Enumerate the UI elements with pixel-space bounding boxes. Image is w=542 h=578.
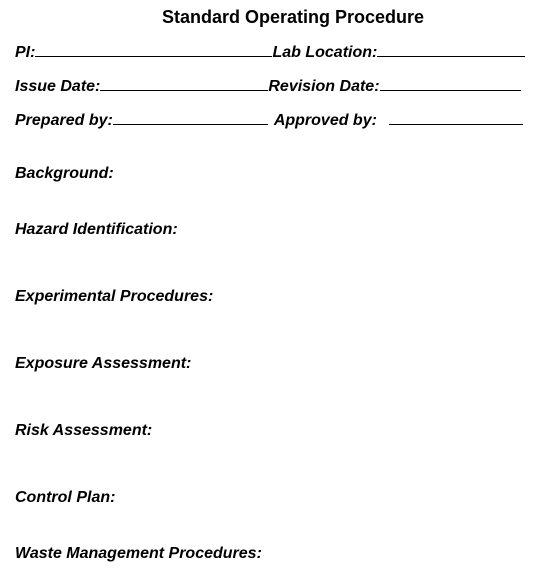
section-exposure-assessment: Exposure Assessment: <box>15 355 192 372</box>
lab-location-blank-field[interactable] <box>377 42 525 57</box>
revision-date-blank-field[interactable] <box>380 76 521 91</box>
document-title: Standard Operating Procedure <box>161 7 425 27</box>
lab-location-label: Lab Location: <box>272 44 378 61</box>
issue-revision-date-row <box>15 76 521 96</box>
section-hazard-identification: Hazard Identification: <box>15 221 178 238</box>
approved-by-label: Approved by: <box>273 112 377 129</box>
prepared-by-blank-field[interactable] <box>113 110 268 125</box>
pi-label: PI: <box>15 44 36 61</box>
prepared-approved-row <box>15 110 523 130</box>
approved-by-blank-field[interactable] <box>389 110 523 125</box>
pi-lab-location-row <box>15 42 525 62</box>
issue-date-blank-field[interactable] <box>100 76 268 91</box>
issue-date-label: Issue Date: <box>15 78 101 95</box>
section-experimental-procedures: Experimental Procedures: <box>15 288 214 305</box>
section-background: Background: <box>15 165 114 182</box>
section-waste-management-procedures: Waste Management Procedures: <box>15 545 262 562</box>
revision-date-label: Revision Date: <box>268 78 380 95</box>
section-control-plan: Control Plan: <box>15 489 116 506</box>
prepared-by-label: Prepared by: <box>15 112 113 129</box>
section-risk-assessment: Risk Assessment: <box>15 422 153 439</box>
pi-blank-field[interactable] <box>35 42 272 57</box>
